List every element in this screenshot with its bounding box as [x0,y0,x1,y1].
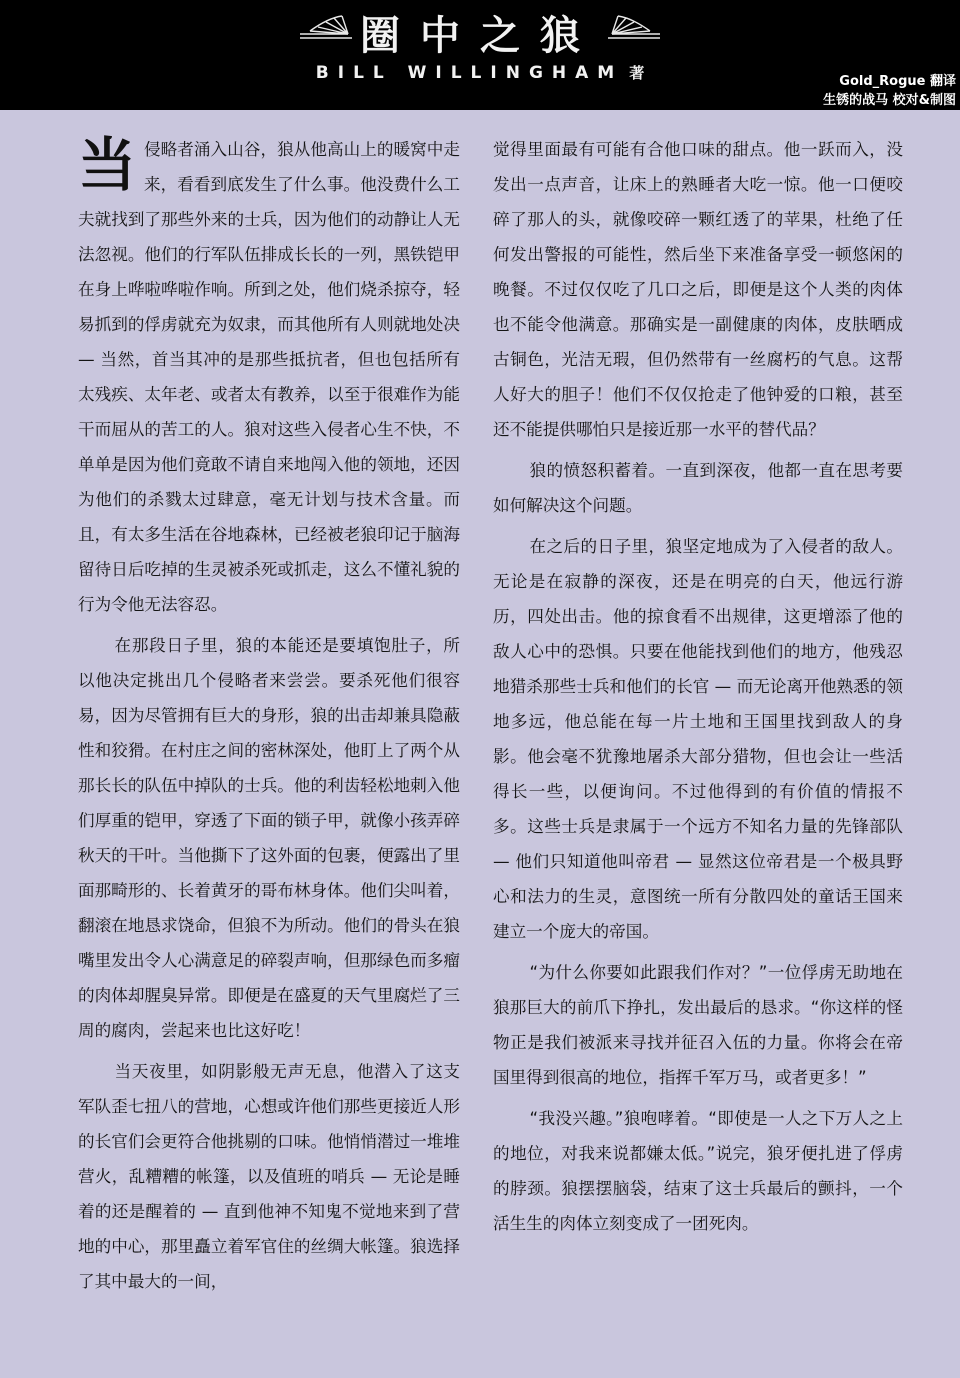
editor-credit: 生锈的战马 校对&制图 [823,93,956,108]
ornament-right-icon [606,12,662,42]
paragraph: 在那段日子里，狼的本能还是要填饱肚子，所以他决定挑出几个侵略者来尝尝。要杀死他们很容易，因为尽管拥有巨大的身形，狼的出击却兼具隐蔽性和狡猾。在村庄之间的密林深处，他盯上了两个从那长长的队伍中掉队的士兵。他的利齿轻松地刺入他们厚重的铠甲，穿透了下面的锁子甲，就像小孩弄碎秋天的干叶。当他撕下了这外面的包裹，便露出了里面那畸形的、长着黄牙的哥布林身体。他们尖叫着，翻滚在地恳求饶命，但狼不为所动。他们的骨头在狼嘴里发出令人心满意足的碎裂声响，但那绿色而多瘤的肉体却腥臭异常。即便是在盛夏的天气里腐烂了三周的腐肉，尝起来也比这好吃！ [78,636,460,1040]
paragraph: 觉得里面最有可能有合他口味的甜点。他一跃而入，没发出一点声音，让床上的熟睡者大吃一惊。他一口便咬碎了那人的头，就像咬碎一颗红透了的苹果，杜绝了任何发出警报的可能性，然后坐下来准备享受一顿悠闲的晚餐。不过仅仅吃了几口之后，即便是这个人类的肉体也不能令他满意。那确实是一副健康的肉体，皮肤晒成古铜色，光洁无瑕，但仍然带有一丝腐朽的气息。这帮人好大的胆子！他们不仅仅抢走了他钟爱的口粮，甚至还不能提供哪怕只是接近那一水平的替代品？ [493,140,903,439]
paragraph: 狼的愤怒积蓄着。一直到深夜，他都一直在思考要如何解决这个问题。 [493,461,903,515]
right-column [493,132,903,1247]
page-header [0,0,960,110]
article-title: 圈中之狼 [360,12,600,59]
left-column [78,132,460,1305]
paragraph [78,132,460,622]
paragraph: 在之后的日子里，狼坚定地成为了入侵者的敌人。无论是在寂静的深夜，还是在明亮的白天，他远行游历，四处出击。他的掠食看不出规律，这更增添了他的敌人心中的恐惧。只要在他能找到他们的地方，他残忍地猎杀那些士兵和他们的长官 — 而无论离开他熟悉的领地多远，他总能在每一片土地和王国里找到敌人的身影。他会毫不犹豫地屠杀大部分猎物，但也会让一些活得长一些，以便询问。不过他得到的有价值的情报不多。这些士兵是隶属于一个远方不知名力量的先锋部队 — 他们只知道他叫帝君 — 显然这位帝君是一个极具野心和法力的生灵，意图统一所有分散四处的童话王国来建立一个庞大的帝国。 [493,537,903,941]
paragraph-text: 侵略者涌入山谷，狼从他高山上的暖窝中走来，看看到底发生了什么事。他没费什么工夫就找到了那些外来的士兵，因为他们的动静让人无法忽视。他们的行军队伍排成长长的一列，黑铁铠甲在身上哗啦哗啦作响。所到之处，他们烧杀掠夺，轻易抓到的俘虏就充为奴隶，而其他所有人则就地处决 — 当然，首当其冲的是那些抵抗者，但也包括所有太残疾、太年老、或者太有教养，以至于很难作为能干而屈从的苦工的人。狼对这些入侵者心生不快，不单单是因为他们竟敢不请自来地闯入他的领地，还因为他们的杀戮太过肆意，毫无计划与技术含量。而且，有太多生活在谷地森林，已经被老狼印记于脑海留待日后吃掉的生灵被杀死或抓走，这么不懂礼貌的行为令他无法容忍。 [78,140,460,614]
author-line [0,62,960,83]
paragraph: “我没兴趣。”狼咆哮着。“即使是一人之下万人之上的地位，对我来说都嫌太低。”说完，狼牙便扎进了俘虏的脖颈。狼摆摆脑袋，结束了这士兵最后的颤抖，一个活生生的肉体立刻变成了一团死肉。 [493,1109,903,1233]
author-name: BILL WILLINGHAM [315,63,624,83]
author-suffix: 著 [629,64,645,82]
drop-cap: 当 [78,131,137,199]
paragraph: 当天夜里，如阴影般无声无息，他潜入了这支军队歪七扭八的营地，心想或许他们那些更接近人形的长官们会更符合他挑剔的口味。他悄悄潜过一堆堆营火，乱糟糟的帐篷，以及值班的哨兵 — 无论是睡着的还是醒着的 — 直到他神不知鬼不觉地来到了营地的中心，那里矗立着军官住的丝绸大帐篷。狼选择了其中最大的一间， [78,1062,460,1291]
paragraph: “为什么你要如此跟我们作对？”一位俘虏无助地在狼那巨大的前爪下挣扎，发出最后的恳求。“你这样的怪物正是我们被派来寻找并征召入伍的力量。你将会在帝国里得到很高的地位，指挥千军万马，或者更多！” [493,963,903,1087]
translator-credit: Gold_Rogue 翻译 [839,74,956,89]
